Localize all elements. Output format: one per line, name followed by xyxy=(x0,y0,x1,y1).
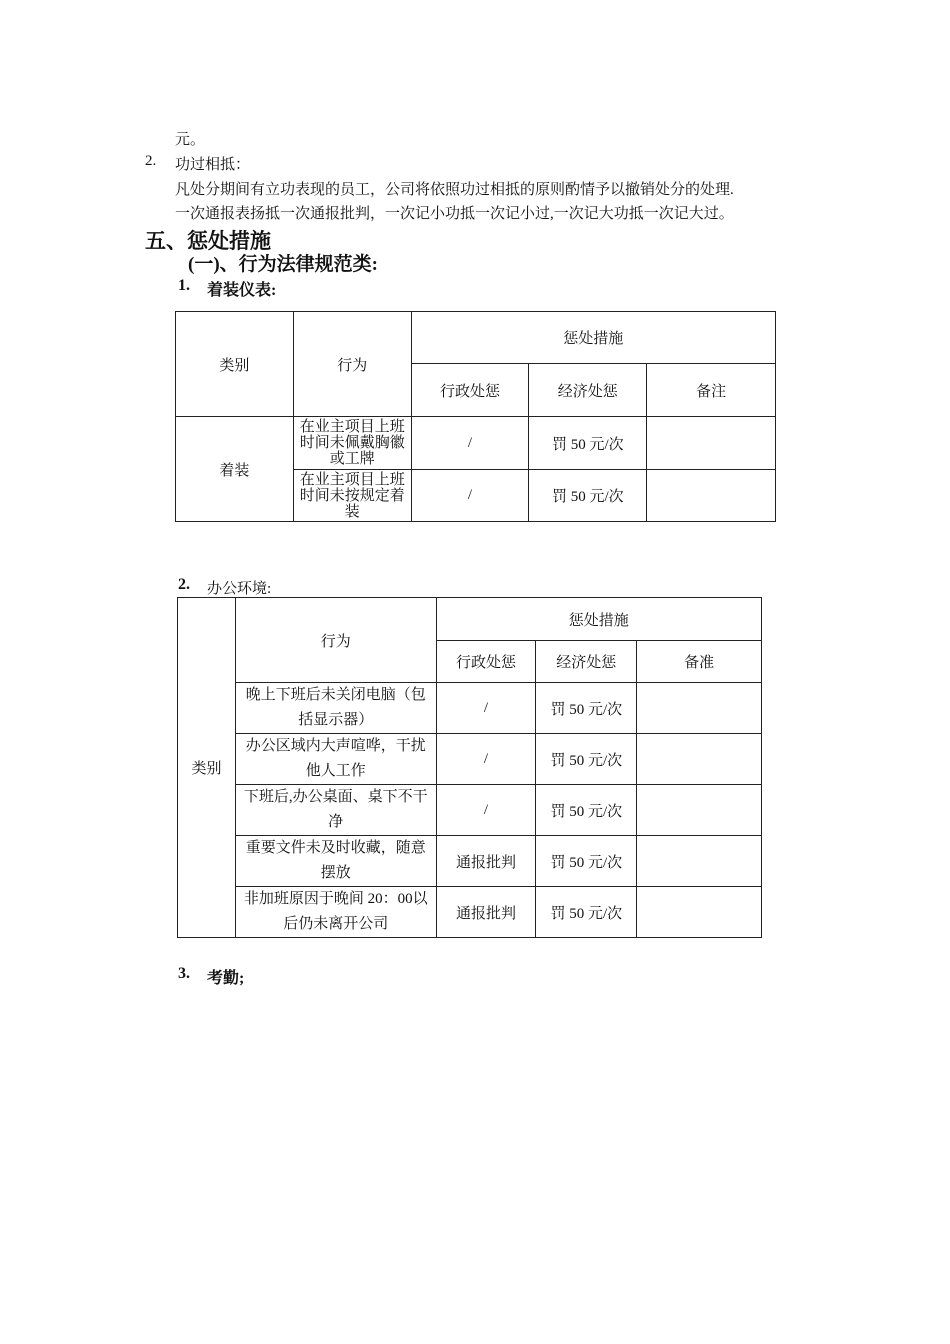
intro-item-2-label: 功过相抵： xyxy=(175,157,251,173)
table1-header-behavior: 行为 xyxy=(293,312,411,417)
table2-econ-cell: 罚 50 元/次 xyxy=(536,785,637,836)
table-row xyxy=(178,683,762,734)
table-row xyxy=(178,734,762,785)
table2-header-measures: 惩处措施 xyxy=(436,598,761,641)
table2-heading-label: 办公环境: xyxy=(207,581,272,597)
intro-line-1: 元。 xyxy=(175,132,206,148)
table2-note-cell xyxy=(637,887,762,938)
table2-behavior-cell: 重要文件未及时收藏，随意摆放 xyxy=(235,836,436,887)
table1-header-econ: 经济处惩 xyxy=(529,364,647,417)
table1-note-cell xyxy=(647,470,776,522)
dress-code-table xyxy=(175,311,776,522)
table1-heading-label: 着装仪表: xyxy=(207,282,277,299)
table2-header-admin: 行政处惩 xyxy=(436,641,536,683)
table2-admin-cell: / xyxy=(436,785,536,836)
table1-econ-cell: 罚 50 元/次 xyxy=(529,470,647,522)
table2-note-cell xyxy=(637,734,762,785)
table2-econ-cell: 罚 50 元/次 xyxy=(536,836,637,887)
section-title: 五、惩处措施 xyxy=(145,229,271,253)
table-row xyxy=(178,785,762,836)
table2-admin-cell: 通报批判 xyxy=(436,836,536,887)
table1-header-admin: 行政处惩 xyxy=(411,364,529,417)
table-row xyxy=(178,836,762,887)
table2-header-note: 备准 xyxy=(637,641,762,683)
table2-header-econ: 经济处惩 xyxy=(536,641,637,683)
table2-behavior-cell: 晚上下班后未关闭电脑（包括显示器） xyxy=(235,683,436,734)
table2-category-cell: 类别 xyxy=(178,598,236,938)
table2-heading-number: 2. xyxy=(178,576,190,593)
table1-admin-cell: / xyxy=(411,470,529,522)
table2-econ-cell: 罚 50 元/次 xyxy=(536,683,637,734)
intro-line-3: 凡处分期间有立功表现的员工，公司将依照功过相抵的原则酌情予以撤销处分的处理. xyxy=(175,182,734,198)
table2-econ-cell: 罚 50 元/次 xyxy=(536,734,637,785)
table2-note-cell xyxy=(637,785,762,836)
table1-header-measures: 惩处措施 xyxy=(411,312,775,364)
table2-header-behavior: 行为 xyxy=(235,598,436,683)
section-subtitle: (一)、行为法律规范类: xyxy=(188,254,378,275)
table2-econ-cell: 罚 50 元/次 xyxy=(536,887,637,938)
intro-line-4: 一次通报表扬抵一次通报批判，一次记小功抵一次记小过,一次记大功抵一次记大过。 xyxy=(175,206,734,222)
table2-behavior-cell: 非加班原因于晚间 20：00以后仍未离开公司 xyxy=(235,887,436,938)
table1-category-cell: 着装 xyxy=(176,417,294,522)
table1-heading-number: 1. xyxy=(178,277,190,294)
table1-header-category: 类别 xyxy=(176,312,294,417)
table2-behavior-cell: 下班后,办公桌面、桌下不干净 xyxy=(235,785,436,836)
section3-heading-label: 考勤; xyxy=(207,970,245,987)
table1-note-cell xyxy=(647,417,776,470)
table1-econ-cell: 罚 50 元/次 xyxy=(529,417,647,470)
table2-note-cell xyxy=(637,836,762,887)
office-environment-table xyxy=(177,597,762,938)
table2-note-cell xyxy=(637,683,762,734)
table2-behavior-cell: 办公区域内大声喧哗，干扰他人工作 xyxy=(235,734,436,785)
table1-header-note: 备注 xyxy=(647,364,776,417)
section3-heading-number: 3. xyxy=(178,965,190,982)
table1-behavior-cell: 在业主项目上班时间未佩戴胸徽或工牌 xyxy=(293,417,411,470)
table-row xyxy=(178,887,762,938)
table2-admin-cell: / xyxy=(436,734,536,785)
table1-behavior-cell: 在业主项目上班时间未按规定着装 xyxy=(293,470,411,522)
table2-admin-cell: 通报批判 xyxy=(436,887,536,938)
table2-admin-cell: / xyxy=(436,683,536,734)
table1-admin-cell: / xyxy=(411,417,529,470)
table-row xyxy=(176,417,776,470)
intro-item-2-number: 2. xyxy=(145,153,157,169)
